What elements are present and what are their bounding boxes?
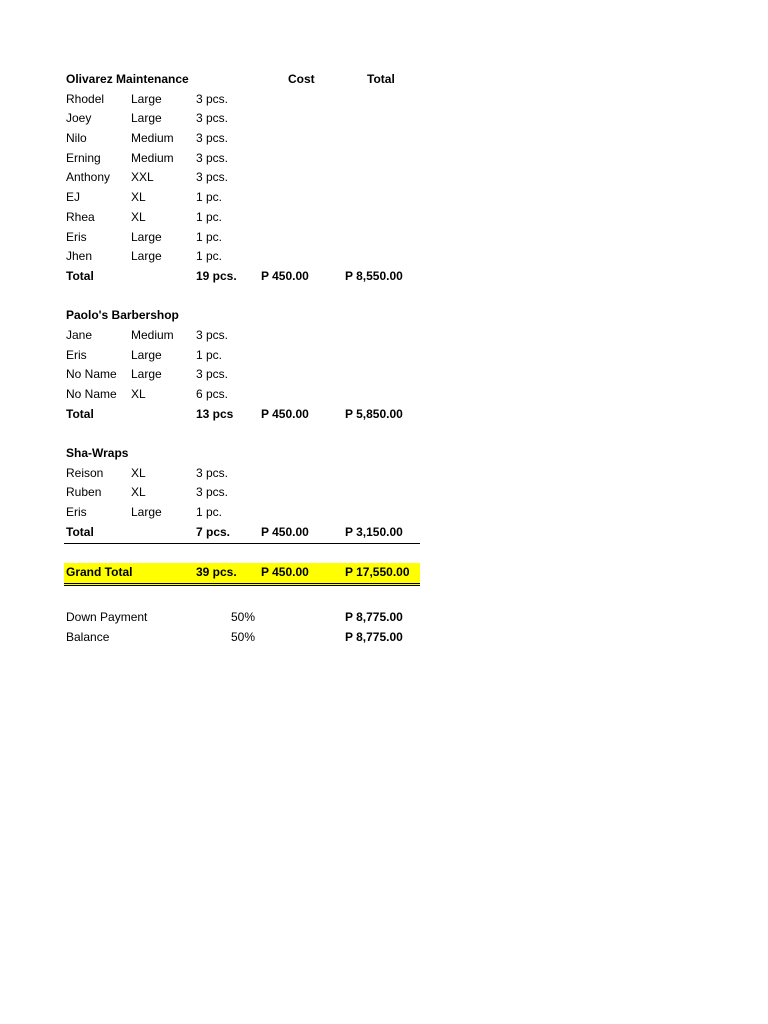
row-qty: 3 pcs. xyxy=(196,150,229,165)
row-name: EJ xyxy=(66,190,81,205)
row-name: Jane xyxy=(66,327,93,342)
table-row xyxy=(64,464,420,484)
row-qty: 6 pcs. xyxy=(196,387,229,401)
total-label: Total xyxy=(66,524,94,539)
payment-label: Balance xyxy=(66,629,110,644)
row-name: Rhea xyxy=(66,209,95,224)
row-size: Medium xyxy=(131,131,174,146)
grand-total-cost: P 450.00 xyxy=(261,565,309,580)
row-size: XXL xyxy=(131,170,154,185)
row-qty: 3 pcs. xyxy=(196,91,229,106)
table-row xyxy=(64,503,420,523)
row-name: Anthony xyxy=(66,170,111,185)
row-qty: 3 pcs. xyxy=(196,367,229,382)
cost-column-header: Cost xyxy=(288,72,315,86)
group-total-row xyxy=(64,523,420,544)
table-row xyxy=(64,188,420,208)
row-name: Jhen xyxy=(66,249,93,264)
total-qty: 7 pcs. xyxy=(196,524,231,539)
row-qty: 1 pc. xyxy=(196,347,223,362)
row-name: Eris xyxy=(66,229,87,244)
payment-percent: 50% xyxy=(231,629,256,644)
row-name: Eris xyxy=(66,347,87,362)
row-name: No Name xyxy=(66,367,117,382)
total-amount: P 3,150.00 xyxy=(345,524,403,539)
total-label: Total xyxy=(66,406,94,421)
group-header-row xyxy=(64,70,420,90)
payment-percent: 50% xyxy=(231,609,256,624)
balance-row xyxy=(64,628,420,648)
row-qty: 1 pc. xyxy=(196,229,223,244)
row-name: Nilo xyxy=(66,131,87,146)
row-qty: 3 pcs. xyxy=(196,465,229,480)
total-amount: P 5,850.00 xyxy=(345,406,403,421)
total-qty: 13 pcs xyxy=(196,406,234,421)
group-title: Paolo's Barbershop xyxy=(66,308,179,323)
row-name: No Name xyxy=(66,387,117,401)
row-name: Rhodel xyxy=(66,91,105,106)
row-size: Medium xyxy=(131,327,174,342)
total-label: Total xyxy=(66,268,94,283)
table-row xyxy=(64,326,420,346)
down-payment-row xyxy=(64,608,420,628)
row-name: Ruben xyxy=(66,485,102,500)
total-amount: P 8,550.00 xyxy=(345,268,403,283)
group-header-row xyxy=(64,306,420,326)
table-row xyxy=(64,483,420,503)
row-qty: 3 pcs. xyxy=(196,485,229,500)
row-name: Joey xyxy=(66,111,92,126)
row-qty: 3 pcs. xyxy=(196,170,229,185)
total-cost: P 450.00 xyxy=(261,406,309,421)
payment-label: Down Payment xyxy=(66,609,148,624)
row-size: XL xyxy=(131,209,146,224)
row-qty: 1 pc. xyxy=(196,505,223,520)
row-qty: 3 pcs. xyxy=(196,131,229,146)
row-size: Large xyxy=(131,229,162,244)
table-row xyxy=(64,247,420,267)
table-row xyxy=(64,228,420,248)
row-qty: 3 pcs. xyxy=(196,111,229,126)
row-qty: 1 pc. xyxy=(196,209,223,224)
row-size: Large xyxy=(131,91,162,106)
group-title: Sha-Wraps xyxy=(66,446,129,461)
row-size: XL xyxy=(131,387,146,401)
table-row xyxy=(64,149,420,169)
payment-amount: P 8,775.00 xyxy=(345,629,403,644)
table-row xyxy=(64,346,420,366)
total-cost: P 450.00 xyxy=(261,268,309,283)
grand-total-label: Grand Total xyxy=(66,565,133,580)
grand-total-qty: 39 pcs. xyxy=(196,565,237,580)
order-sheet xyxy=(64,70,420,647)
row-qty: 1 pc. xyxy=(196,249,223,264)
table-row xyxy=(64,129,420,149)
group-total-row xyxy=(64,405,420,425)
row-size: Large xyxy=(131,249,162,264)
group-header-row xyxy=(64,444,420,464)
row-name: Eris xyxy=(66,505,87,520)
group-title: Olivarez Maintenance xyxy=(66,72,189,86)
row-size: Large xyxy=(131,111,162,126)
row-size: Large xyxy=(131,367,162,382)
grand-total-amount: P 17,550.00 xyxy=(345,565,410,580)
table-row xyxy=(64,208,420,228)
row-name: Reison xyxy=(66,465,104,480)
row-name: Erning xyxy=(66,150,101,165)
row-size: Medium xyxy=(131,150,174,165)
total-column-header: Total xyxy=(367,72,395,86)
table-row xyxy=(64,90,420,110)
row-size: XL xyxy=(131,190,146,205)
table-row xyxy=(64,365,420,385)
table-row xyxy=(64,168,420,188)
row-size: Large xyxy=(131,505,162,520)
payment-amount: P 8,775.00 xyxy=(345,609,403,624)
row-size: Large xyxy=(131,347,162,362)
table-row xyxy=(64,385,420,405)
row-qty: 3 pcs. xyxy=(196,327,229,342)
grand-total-row xyxy=(64,563,420,586)
row-size: XL xyxy=(131,465,146,480)
table-row xyxy=(64,109,420,129)
row-size: XL xyxy=(131,485,146,500)
group-total-row xyxy=(64,267,420,287)
row-qty: 1 pc. xyxy=(196,190,223,205)
total-qty: 19 pcs. xyxy=(196,268,237,283)
total-cost: P 450.00 xyxy=(261,524,309,539)
